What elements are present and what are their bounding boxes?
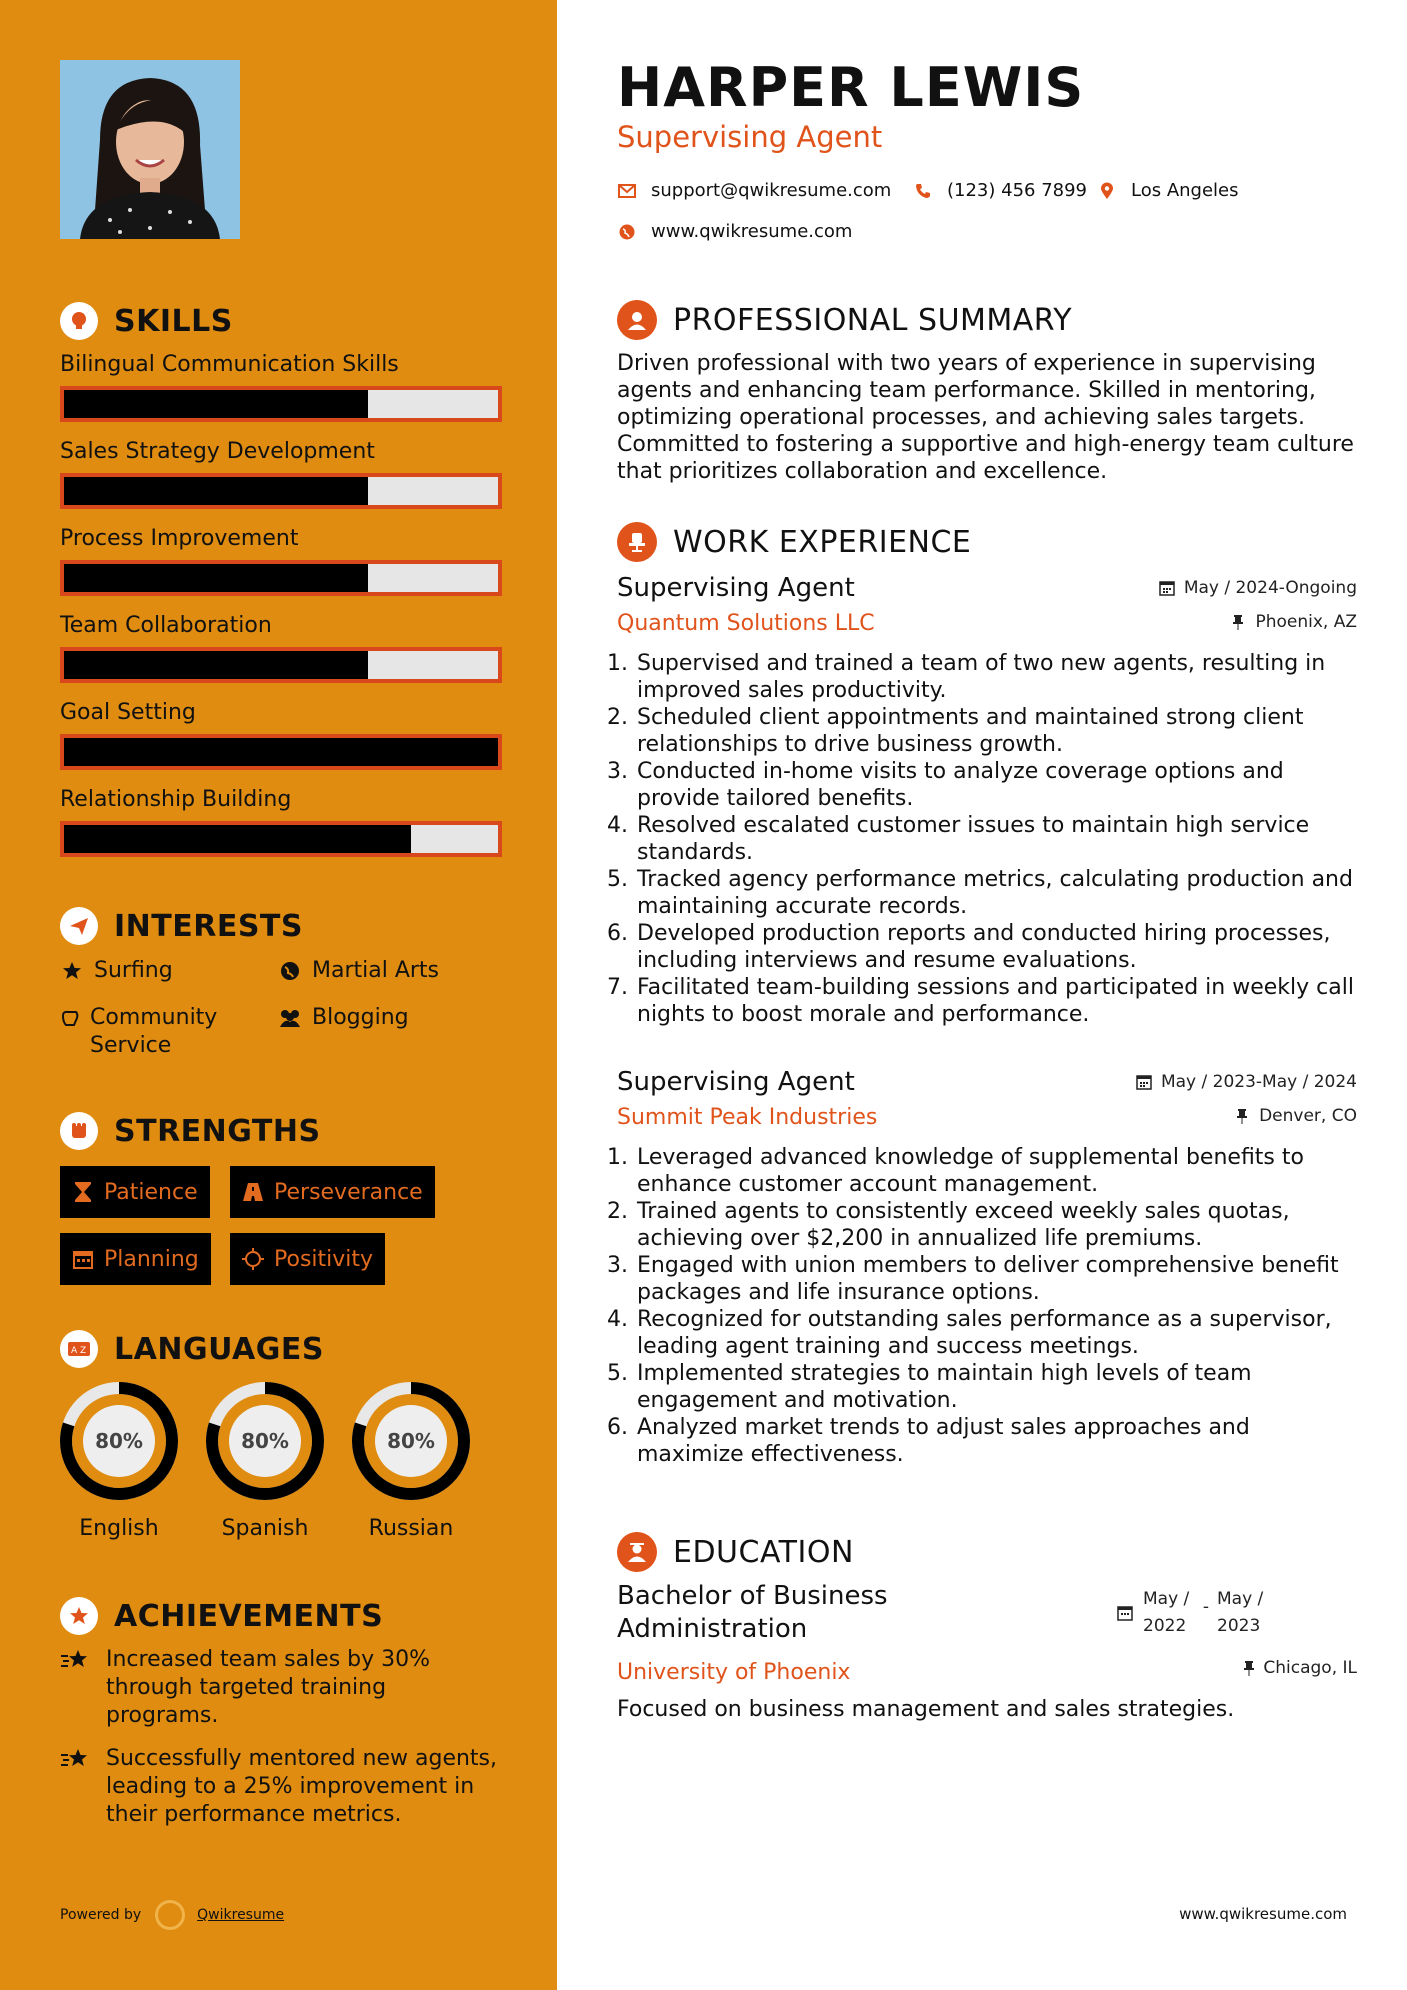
interest-label: Martial Arts xyxy=(312,958,440,983)
interest-item xyxy=(60,957,173,985)
svg-text:A: A xyxy=(71,1346,78,1356)
job-entry xyxy=(617,1067,1357,1468)
job-dates xyxy=(1158,578,1357,598)
website-text: www.qwikresume.com xyxy=(651,221,853,242)
fist-icon xyxy=(60,1112,98,1150)
globe-icon xyxy=(617,222,637,242)
strength-label: Positivity xyxy=(274,1246,374,1272)
skill-item xyxy=(60,350,502,422)
skill-bar-fill xyxy=(64,825,411,853)
language-item xyxy=(204,1380,326,1541)
job-bullet: 4. Recognized for outstanding sales performance as a supervisor, leading agent training and success meetings. xyxy=(635,1306,1357,1360)
shooting-star-icon xyxy=(60,1745,92,1773)
summary-text: Driven professional with two years of experience in supervising agents and enhancing team performance. Skilled in mentoring, optimizing operational processes, and achieving sales targets. Committed to fostering a supportive and high-energy team culture that prioritizes collaboration and excellence. xyxy=(617,351,1354,484)
strength-tag xyxy=(230,1233,385,1285)
job-bullets xyxy=(617,1144,1357,1468)
skill-item xyxy=(60,437,502,509)
strengths-heading xyxy=(60,1112,321,1150)
job-dates-text: May / 2023-May / 2024 xyxy=(1160,1072,1357,1092)
hand-icon xyxy=(60,1004,80,1032)
skills-title: SKILLS xyxy=(114,303,233,339)
skill-bar xyxy=(60,473,502,509)
interests-heading xyxy=(60,907,303,945)
strength-label: Planning xyxy=(104,1246,199,1272)
calendar-icon xyxy=(72,1248,94,1270)
interest-item xyxy=(60,1004,250,1060)
award-icon xyxy=(60,1597,98,1635)
location-text: Los Angeles xyxy=(1131,180,1239,201)
education-end: May / 2023 xyxy=(1217,1589,1264,1636)
achievement-text: Successfully mentored new agents, leading to a 25% improvement in their performance metrics. xyxy=(106,1746,498,1827)
job-bullet: 5. Implemented strategies to maintain high levels of team engagement and motivation. xyxy=(635,1360,1357,1414)
calendar-icon xyxy=(1135,1073,1153,1091)
education-title: EDUCATION xyxy=(673,1534,854,1570)
education-heading xyxy=(617,1532,854,1572)
job-bullet: 3. Engaged with union members to deliver comprehensive benefit packages and life insurance options. xyxy=(635,1252,1357,1306)
skill-bar-fill xyxy=(64,651,368,679)
shooting-star-icon xyxy=(60,1646,92,1674)
contact-location xyxy=(1097,180,1239,201)
skill-label: Bilingual Communication Skills xyxy=(60,352,399,377)
office-chair-icon xyxy=(617,522,657,562)
skill-item xyxy=(60,611,502,683)
education-location-text: Chicago, IL xyxy=(1263,1658,1357,1678)
contact-website[interactable] xyxy=(617,221,852,242)
users-icon xyxy=(278,1004,302,1032)
job-bullet: 4. Resolved escalated customer issues to maintain high service standards. xyxy=(635,812,1357,866)
road-icon xyxy=(242,1181,264,1203)
profile-photo xyxy=(60,60,240,239)
achievement-item xyxy=(60,1745,500,1829)
skill-label: Sales Strategy Development xyxy=(60,439,375,464)
sun-icon xyxy=(242,1248,264,1270)
education-entry xyxy=(617,1580,1357,1722)
powered-label: Powered by xyxy=(60,1907,142,1923)
user-icon xyxy=(617,300,657,340)
phone-text: (123) 456 7899 xyxy=(947,180,1088,201)
experience-title: WORK EXPERIENCE xyxy=(673,524,972,560)
job-title: Supervising Agent xyxy=(617,1067,855,1097)
globe-icon xyxy=(278,957,302,985)
skill-bar xyxy=(60,821,502,857)
phone-icon xyxy=(913,181,933,201)
star-icon xyxy=(60,957,84,985)
education-date-separator: - xyxy=(1202,1597,1210,1617)
calendar-icon xyxy=(1158,579,1176,597)
contact-phone[interactable] xyxy=(913,180,1087,201)
job-bullet: 1. Supervised and trained a team of two new agents, resulting in improved sales productivity. xyxy=(635,650,1357,704)
contact-email[interactable] xyxy=(617,180,891,201)
paper-plane-icon xyxy=(60,907,98,945)
job-bullet: 7. Facilitated team-building sessions and participated in weekly call nights to boost morale and performance. xyxy=(635,974,1357,1028)
envelope-icon xyxy=(617,181,637,201)
job-title: Supervising Agent xyxy=(617,573,855,603)
skill-bar xyxy=(60,560,502,596)
strength-label: Patience xyxy=(104,1179,198,1205)
education-school: University of Phoenix xyxy=(617,1660,851,1685)
hourglass-icon xyxy=(72,1181,94,1203)
qwikresume-logo-icon xyxy=(155,1900,185,1930)
candidate-title: Supervising Agent xyxy=(617,120,883,154)
interest-item xyxy=(278,957,439,985)
strengths-title: STRENGTHS xyxy=(114,1113,321,1149)
graduate-icon xyxy=(617,1532,657,1572)
skill-bar xyxy=(60,647,502,683)
job-location-text: Denver, CO xyxy=(1259,1106,1357,1126)
skill-label: Relationship Building xyxy=(60,787,292,812)
skill-item xyxy=(60,698,502,770)
powered-by xyxy=(60,1900,284,1930)
achievements-title: ACHIEVEMENTS xyxy=(114,1598,384,1634)
job-bullet: 3. Conducted in-home visits to analyze coverage options and provide tailored benefits. xyxy=(635,758,1357,812)
experience-heading xyxy=(617,522,971,562)
job-bullet: 2. Trained agents to consistently exceed weekly sales quotas, achieving over $2,200 in annualized life premiums. xyxy=(635,1198,1357,1252)
interest-label: Community Service xyxy=(90,1005,218,1058)
job-bullet: 1. Leveraged advanced knowledge of supplemental benefits to enhance customer account management. xyxy=(635,1144,1357,1198)
job-bullet: 5. Tracked agency performance metrics, calculating production and maintaining accurate records. xyxy=(635,866,1357,920)
education-location xyxy=(1243,1658,1357,1678)
education-description: Focused on business management and sales strategies. xyxy=(617,1697,1235,1722)
education-start: May / 2022 xyxy=(1143,1589,1190,1636)
job-dates-text: May / 2024-Ongoing xyxy=(1183,578,1357,598)
pushpin-icon xyxy=(1229,613,1247,631)
skill-label: Team Collaboration xyxy=(60,613,272,638)
skills-heading xyxy=(60,302,233,340)
language-item xyxy=(58,1380,180,1541)
skill-label: Goal Setting xyxy=(60,700,196,725)
strength-tag xyxy=(60,1166,210,1218)
achievement-item xyxy=(60,1646,500,1730)
pushpin-icon xyxy=(1233,1107,1251,1125)
achievement-text: Increased team sales by 30% through targeted training programs. xyxy=(106,1647,431,1728)
skill-bar-fill xyxy=(64,564,368,592)
lightbulb-icon xyxy=(60,302,98,340)
languages-heading xyxy=(60,1330,324,1368)
map-pin-icon xyxy=(1097,181,1117,201)
achievements-heading xyxy=(60,1597,383,1635)
skill-bar-fill xyxy=(64,477,368,505)
interests-title: INTERESTS xyxy=(114,908,303,944)
job-entry xyxy=(617,573,1357,1028)
language-name: English xyxy=(79,1516,159,1541)
skill-bar xyxy=(60,386,502,422)
language-icon xyxy=(60,1330,98,1368)
skill-item xyxy=(60,785,502,857)
strength-tag xyxy=(230,1166,435,1218)
email-text: support@qwikresume.com xyxy=(651,180,892,201)
skill-bar-fill xyxy=(64,390,368,418)
job-company: Summit Peak Industries xyxy=(617,1105,878,1130)
education-dates xyxy=(1117,1586,1269,1640)
interest-label: Surfing xyxy=(94,958,173,983)
job-company: Quantum Solutions LLC xyxy=(617,611,875,636)
pushpin-icon xyxy=(1243,1660,1263,1676)
job-bullets xyxy=(617,650,1357,1028)
interest-label: Blogging xyxy=(312,1005,409,1030)
job-bullet: 6. Developed production reports and conducted hiring processes, including interviews and resume evaluations. xyxy=(635,920,1357,974)
job-bullet: 2. Scheduled client appointments and maintained strong client relationships to drive business growth. xyxy=(635,704,1357,758)
languages-title: LANGUAGES xyxy=(114,1331,324,1367)
job-location xyxy=(1233,1106,1357,1126)
candidate-name: HARPER LEWIS xyxy=(617,56,1085,119)
calendar-icon xyxy=(1117,1586,1143,1640)
job-bullet: 6. Analyzed market trends to adjust sales approaches and maximize effectiveness. xyxy=(635,1414,1357,1468)
language-percent: 80% xyxy=(95,1429,143,1453)
interest-item xyxy=(278,1004,409,1032)
language-name: Russian xyxy=(368,1516,454,1541)
skill-bar-fill xyxy=(64,738,498,766)
skill-bar xyxy=(60,734,502,770)
language-item xyxy=(350,1380,472,1541)
strength-label: Perseverance xyxy=(274,1179,423,1205)
language-percent: 80% xyxy=(387,1429,435,1453)
summary-heading xyxy=(617,300,1072,340)
qwikresume-link[interactable]: Qwikresume xyxy=(197,1907,285,1923)
summary-title: PROFESSIONAL SUMMARY xyxy=(673,302,1073,338)
strength-tag xyxy=(60,1233,211,1285)
job-location xyxy=(1229,612,1357,632)
skill-label: Process Improvement xyxy=(60,526,299,551)
education-degree: Bachelor of Business Administration xyxy=(617,1581,888,1644)
svg-text:Z: Z xyxy=(80,1346,87,1356)
footer-url[interactable]: www.qwikresume.com xyxy=(1179,1905,1347,1923)
language-percent: 80% xyxy=(241,1429,289,1453)
job-dates xyxy=(1135,1072,1357,1092)
sidebar xyxy=(0,0,557,1990)
job-location-text: Phoenix, AZ xyxy=(1255,612,1357,632)
language-name: Spanish xyxy=(221,1516,309,1541)
skill-item xyxy=(60,524,502,596)
